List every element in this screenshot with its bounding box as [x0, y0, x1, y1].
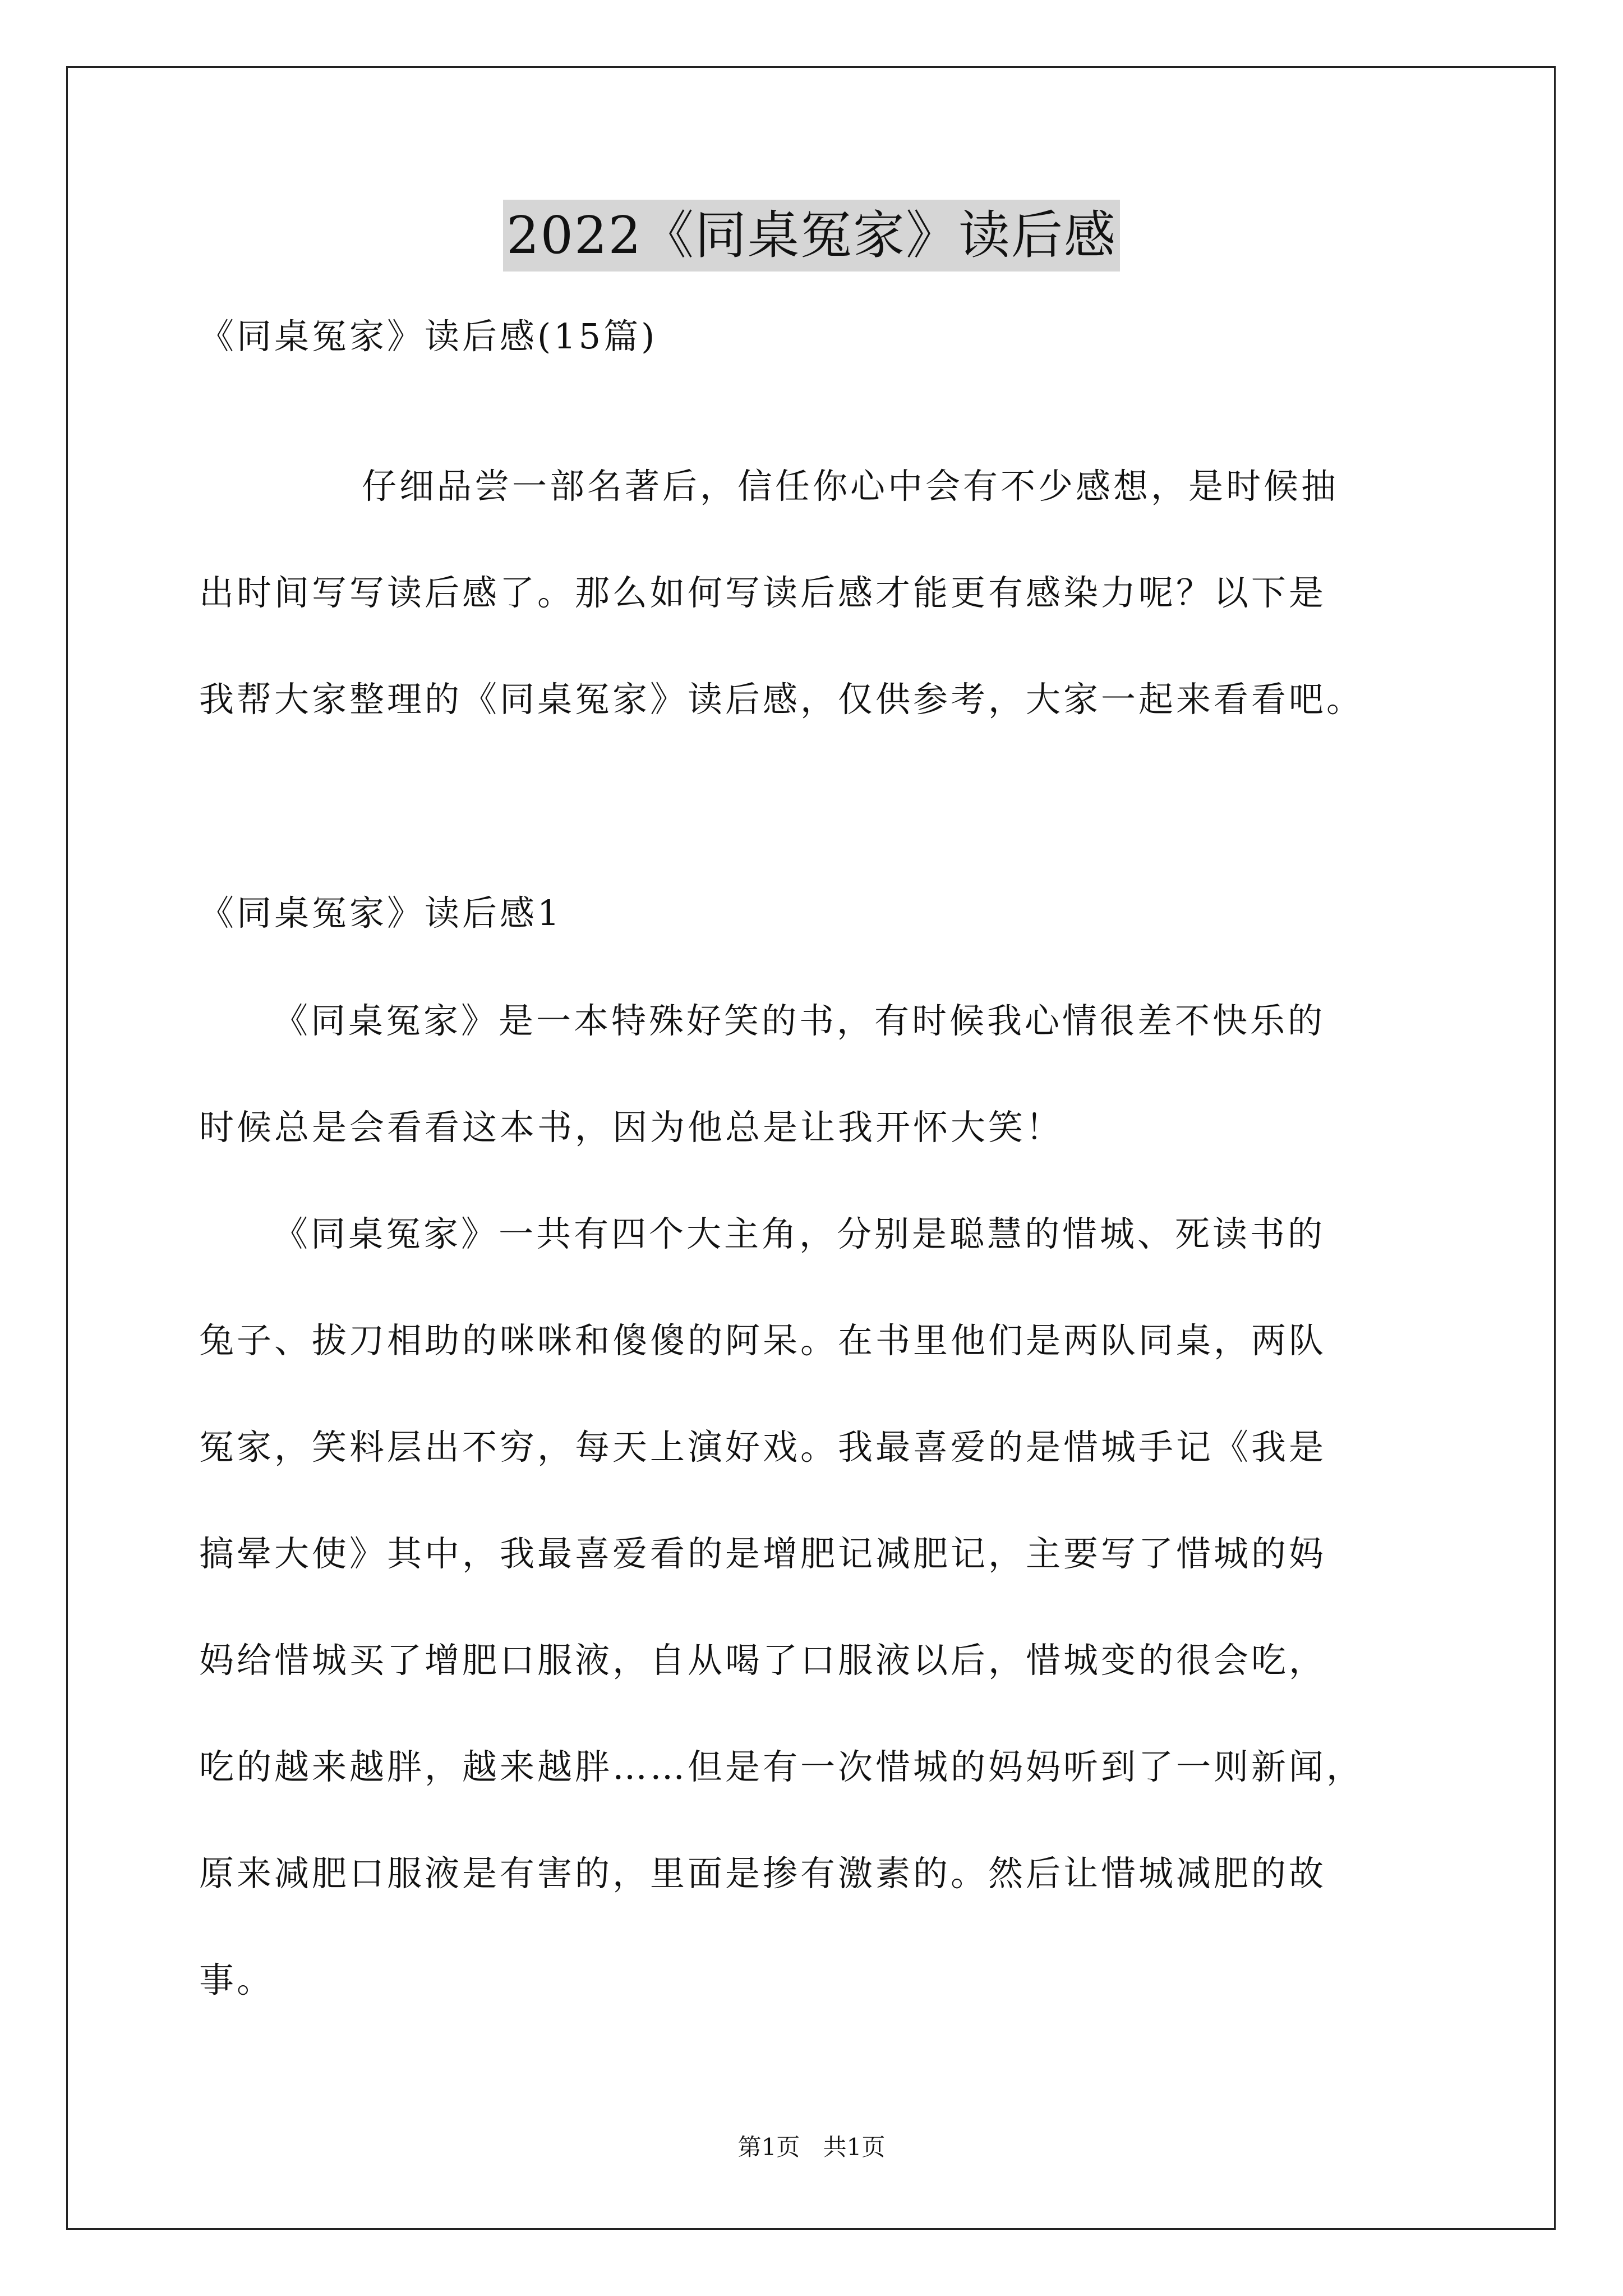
body-line-6: 搞晕大使》其中，我最喜爱看的是增肥记减肥记，主要写了惜城的妈 — [199, 1533, 1327, 1574]
body-line-2: 时候总是会看看这本书，因为他总是让我开怀大笑！ — [199, 1107, 1064, 1148]
intro-line-2: 出时间写写读后感了。那么如何写读后感才能更有感染力呢？以下是 — [199, 572, 1327, 613]
page-number-total: 共1页 — [823, 2133, 886, 2161]
section-heading: 《同桌冤家》读后感1 — [199, 892, 562, 933]
body-line-8: 吃的越来越胖，越来越胖……但是有一次惜城的妈妈听到了一则新闻， — [199, 1746, 1364, 1787]
intro-line-1: 仔细品尝一部名著后，信任你心中会有不少感想，是时候抽 — [362, 466, 1339, 507]
document-title: 2022《同桌冤家》读后感 — [503, 200, 1120, 272]
page-number-current: 第1页 — [737, 2133, 800, 2161]
document-subtitle: 《同桌冤家》读后感(15篇) — [199, 316, 658, 357]
body-line-7: 妈给惜城买了增肥口服液，自从喝了口服液以后，惜城变的很会吃， — [199, 1640, 1327, 1681]
page-footer — [0, 2132, 1623, 2163]
title-container — [0, 200, 1623, 272]
intro-line-3: 我帮大家整理的《同桌冤家》读后感，仅供参考，大家一起来看看吧。 — [199, 679, 1364, 720]
body-line-10: 事。 — [199, 1959, 275, 2000]
body-line-4: 兔子、拔刀相助的咪咪和傻傻的阿呆。在书里他们是两队同桌，两队 — [199, 1320, 1327, 1361]
body-line-5: 冤家，笑料层出不穷，每天上演好戏。我最喜爱的是惜城手记《我是 — [199, 1427, 1327, 1467]
body-line-3: 《同桌冤家》一共有四个大主角，分别是聪慧的惜城、死读书的 — [273, 1213, 1326, 1254]
body-line-1: 《同桌冤家》是一本特殊好笑的书，有时候我心情很差不快乐的 — [273, 1000, 1326, 1041]
body-line-9: 原来减肥口服液是有害的，里面是掺有激素的。然后让惜城减肥的故 — [199, 1853, 1327, 1894]
